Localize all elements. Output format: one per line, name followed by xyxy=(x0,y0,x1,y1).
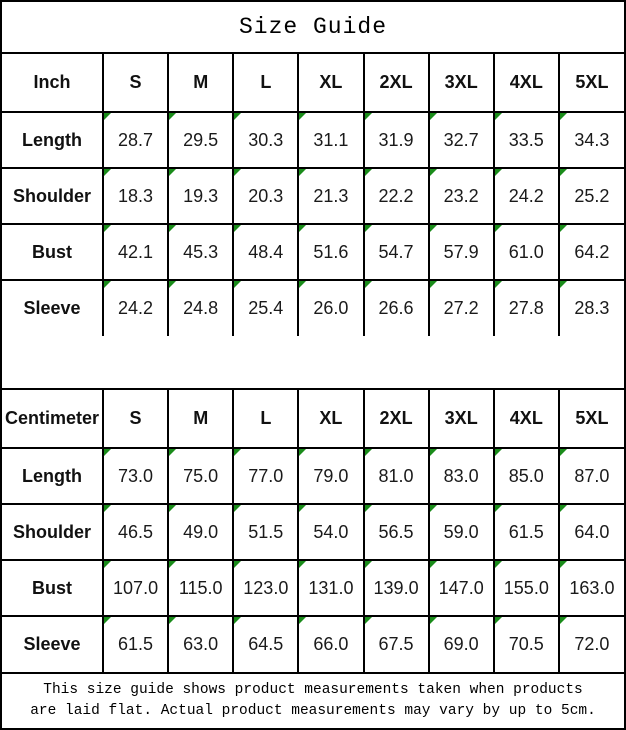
measurement-label-cell: Length xyxy=(2,112,103,168)
measurement-value-cell: 46.5 xyxy=(103,504,168,560)
measurement-label-cell: Shoulder xyxy=(2,168,103,224)
measurement-value-cell: 61.5 xyxy=(494,504,559,560)
measurement-value-cell: 25.2 xyxy=(559,168,624,224)
centimeter-size-table xyxy=(2,390,624,672)
measurement-value-cell: 87.0 xyxy=(559,448,624,504)
measurement-value-cell: 85.0 xyxy=(494,448,559,504)
inch-size-table xyxy=(2,54,624,336)
measurement-row xyxy=(2,112,624,168)
measurement-value-cell: 27.8 xyxy=(494,280,559,336)
measurement-value-cell: 61.5 xyxy=(103,616,168,672)
measurement-value-cell: 64.0 xyxy=(559,504,624,560)
measurement-value-cell: 29.5 xyxy=(168,112,233,168)
measurement-value-cell: 24.2 xyxy=(103,280,168,336)
measurement-value-cell: 83.0 xyxy=(429,448,494,504)
measurement-value-cell: 51.6 xyxy=(298,224,363,280)
measurement-row xyxy=(2,280,624,336)
measurement-row xyxy=(2,224,624,280)
inch-table-section xyxy=(2,54,624,336)
size-header-cell: 5XL xyxy=(559,390,624,448)
measurement-value-cell: 64.5 xyxy=(233,616,298,672)
measurement-row xyxy=(2,560,624,616)
measurement-value-cell: 28.7 xyxy=(103,112,168,168)
size-header-cell: 2XL xyxy=(364,54,429,112)
measurement-value-cell: 49.0 xyxy=(168,504,233,560)
size-header-cell: XL xyxy=(298,390,363,448)
centimeter-table-section xyxy=(2,390,624,672)
measurement-value-cell: 24.2 xyxy=(494,168,559,224)
size-header-cell: 2XL xyxy=(364,390,429,448)
measurement-value-cell: 67.5 xyxy=(364,616,429,672)
size-header-cell: M xyxy=(168,54,233,112)
measurement-value-cell: 26.6 xyxy=(364,280,429,336)
size-header-cell: S xyxy=(103,390,168,448)
measurement-value-cell: 30.3 xyxy=(233,112,298,168)
measurement-value-cell: 25.4 xyxy=(233,280,298,336)
size-header-row xyxy=(2,54,624,112)
measurement-value-cell: 31.1 xyxy=(298,112,363,168)
disclaimer-line-2: are laid flat. Actual product measurements may vary by up to 5cm. xyxy=(30,703,596,719)
measurement-value-cell: 69.0 xyxy=(429,616,494,672)
measurement-value-cell: 26.0 xyxy=(298,280,363,336)
measurement-value-cell: 33.5 xyxy=(494,112,559,168)
measurement-value-cell: 139.0 xyxy=(364,560,429,616)
measurement-value-cell: 18.3 xyxy=(103,168,168,224)
measurement-value-cell: 155.0 xyxy=(494,560,559,616)
unit-header-cell: Inch xyxy=(2,54,103,112)
size-header-cell: L xyxy=(233,54,298,112)
measurement-value-cell: 51.5 xyxy=(233,504,298,560)
measurement-label-cell: Sleeve xyxy=(2,616,103,672)
measurement-value-cell: 54.7 xyxy=(364,224,429,280)
measurement-value-cell: 34.3 xyxy=(559,112,624,168)
size-header-cell: 4XL xyxy=(494,54,559,112)
size-header-cell: S xyxy=(103,54,168,112)
measurement-value-cell: 123.0 xyxy=(233,560,298,616)
measurement-label-cell: Length xyxy=(2,448,103,504)
measurement-value-cell: 81.0 xyxy=(364,448,429,504)
measurement-value-cell: 56.5 xyxy=(364,504,429,560)
unit-header-cell: Centimeter xyxy=(2,390,103,448)
measurement-label-cell: Bust xyxy=(2,224,103,280)
measurement-value-cell: 107.0 xyxy=(103,560,168,616)
measurement-value-cell: 77.0 xyxy=(233,448,298,504)
measurement-value-cell: 66.0 xyxy=(298,616,363,672)
measurement-value-cell: 19.3 xyxy=(168,168,233,224)
measurement-value-cell: 21.3 xyxy=(298,168,363,224)
measurement-value-cell: 45.3 xyxy=(168,224,233,280)
measurement-value-cell: 70.5 xyxy=(494,616,559,672)
measurement-value-cell: 79.0 xyxy=(298,448,363,504)
size-header-cell: 4XL xyxy=(494,390,559,448)
measurement-value-cell: 72.0 xyxy=(559,616,624,672)
measurement-label-cell: Shoulder xyxy=(2,504,103,560)
measurement-value-cell: 75.0 xyxy=(168,448,233,504)
size-header-row xyxy=(2,390,624,448)
measurement-value-cell: 73.0 xyxy=(103,448,168,504)
measurement-row xyxy=(2,168,624,224)
size-header-cell: 3XL xyxy=(429,390,494,448)
measurement-value-cell: 20.3 xyxy=(233,168,298,224)
disclaimer-line-1: This size guide shows product measurements taken when products xyxy=(43,681,583,698)
measurement-value-cell: 163.0 xyxy=(559,560,624,616)
table-spacer xyxy=(2,336,624,390)
measurement-value-cell: 32.7 xyxy=(429,112,494,168)
measurement-value-cell: 24.8 xyxy=(168,280,233,336)
measurement-value-cell: 23.2 xyxy=(429,168,494,224)
size-header-cell: L xyxy=(233,390,298,448)
measurement-value-cell: 147.0 xyxy=(429,560,494,616)
measurement-label-cell: Sleeve xyxy=(2,280,103,336)
measurement-value-cell: 131.0 xyxy=(298,560,363,616)
measurement-value-cell: 42.1 xyxy=(103,224,168,280)
measurement-label-cell: Bust xyxy=(2,560,103,616)
measurement-value-cell: 57.9 xyxy=(429,224,494,280)
measurement-value-cell: 22.2 xyxy=(364,168,429,224)
measurement-value-cell: 63.0 xyxy=(168,616,233,672)
measurement-value-cell: 61.0 xyxy=(494,224,559,280)
measurement-row xyxy=(2,448,624,504)
measurement-row xyxy=(2,616,624,672)
measurement-value-cell: 59.0 xyxy=(429,504,494,560)
measurement-value-cell: 54.0 xyxy=(298,504,363,560)
measurement-value-cell: 64.2 xyxy=(559,224,624,280)
measurement-value-cell: 27.2 xyxy=(429,280,494,336)
size-header-cell: 5XL xyxy=(559,54,624,112)
measurement-disclaimer xyxy=(2,672,624,728)
measurement-value-cell: 115.0 xyxy=(168,560,233,616)
measurement-value-cell: 28.3 xyxy=(559,280,624,336)
measurement-value-cell: 31.9 xyxy=(364,112,429,168)
size-header-cell: XL xyxy=(298,54,363,112)
measurement-value-cell: 48.4 xyxy=(233,224,298,280)
size-guide-title: Size Guide xyxy=(2,2,624,54)
size-header-cell: 3XL xyxy=(429,54,494,112)
measurement-row xyxy=(2,504,624,560)
size-header-cell: M xyxy=(168,390,233,448)
